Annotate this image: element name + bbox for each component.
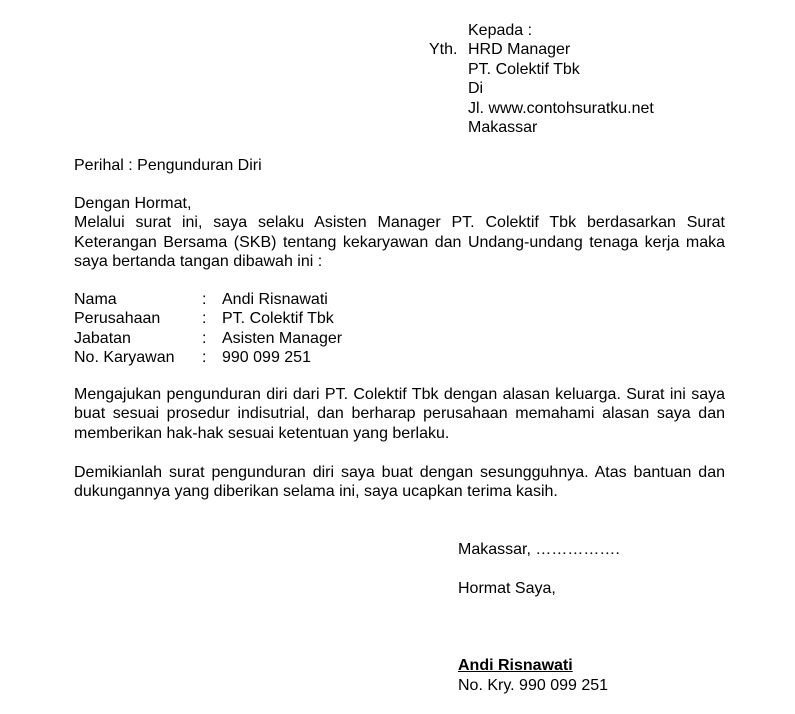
identity-separator: :	[202, 310, 207, 328]
greeting: Dengan Hormat,	[74, 195, 192, 212]
identity-label: No. Karyawan	[74, 349, 175, 367]
identity-table	[74, 290, 342, 368]
identity-label: Nama	[74, 291, 117, 308]
address-prefix: Yth.	[429, 41, 458, 58]
identity-separator: :	[202, 291, 207, 308]
body-paragraph-reason: Mengajukan pengunduran diri dari PT. Colektif Tbk dengan alasan keluarga. Surat ini saya buat sesuai prosedur indisutrial, dan berharap perusahaan memahami alasan saya dan memberikan hak-hak sesuai ketentuan yang berlaku.	[74, 386, 725, 442]
address-to: Kepada :	[468, 22, 533, 39]
address-at: Di	[468, 80, 484, 98]
intro-paragraph: Melalui surat ini, saya selaku Asisten Manager PT. Colektif Tbk berdasarkan Surat Keterangan Bersama (SKB) tentang kekaryawan dan Undang-undang tenaga kerja maka saya bertanda tangan dibawah ini :	[74, 214, 725, 271]
address-city: Makassar	[468, 119, 538, 137]
identity-row	[74, 290, 342, 309]
address-company: PT. Colektif Tbk	[468, 60, 580, 78]
identity-value: Asisten Manager	[222, 329, 343, 347]
signature-place-date: Makassar, …………….	[458, 541, 620, 558]
address-position: HRD Manager	[468, 41, 571, 59]
signature-closing: Hormat Saya,	[458, 580, 556, 597]
address-street: Jl. www.contohsuratku.net	[468, 99, 654, 117]
identity-row	[74, 329, 342, 348]
letter-subject: Perihal : Pengunduran Diri	[74, 157, 262, 174]
body-paragraph-closing: Demikianlah surat pengunduran diri saya buat dengan sesungguhnya. Atas bantuan dan dukungannya yang diberikan selama ini, saya ucapkan terima kasih.	[74, 464, 725, 501]
identity-value: Andi Risnawati	[222, 291, 328, 308]
identity-separator: :	[202, 329, 207, 347]
identity-label: Jabatan	[74, 329, 131, 347]
identity-label: Perusahaan	[74, 310, 161, 328]
identity-row	[74, 348, 342, 367]
signature-name: Andi Risnawati	[458, 657, 573, 674]
opening-section	[74, 194, 725, 272]
identity-row	[74, 309, 342, 328]
identity-value: PT. Colektif Tbk	[222, 310, 334, 328]
identity-value: 990 099 251	[222, 349, 311, 367]
signature-employee-number: No. Kry. 990 099 251	[458, 677, 609, 694]
address-block	[468, 21, 654, 137]
identity-separator: :	[202, 349, 207, 367]
